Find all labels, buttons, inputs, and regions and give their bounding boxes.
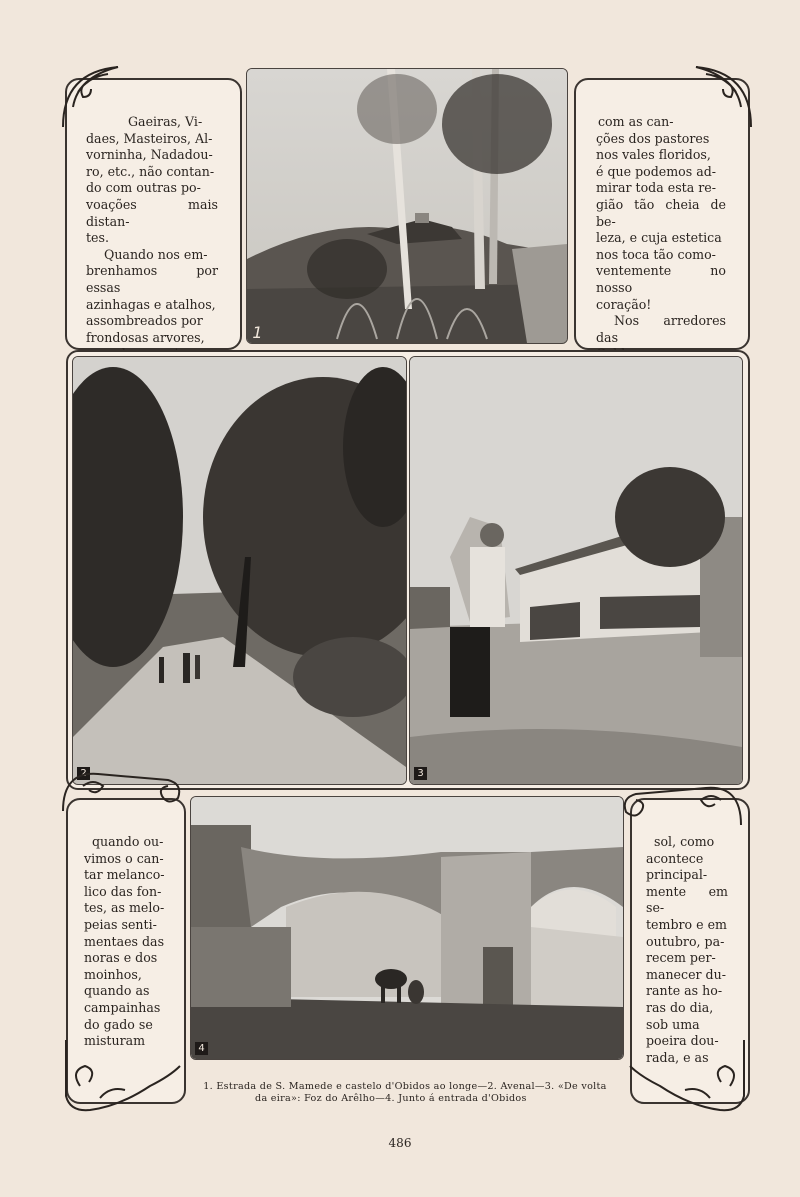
text-column-bottom-right — [646, 834, 728, 1066]
text-line: ventemente no nosso — [596, 263, 726, 295]
text-line: brenhamos por essas — [86, 263, 218, 295]
ornament-scroll-icon — [58, 62, 128, 132]
text-line: assombreados por — [86, 313, 203, 329]
text-line: recem per- — [646, 950, 716, 966]
text-line: campainhas — [84, 999, 161, 1015]
text-line: sob uma — [646, 1016, 700, 1032]
text-line: leza, e cuja estetica — [596, 230, 722, 246]
text-line: mente em se- — [646, 883, 728, 916]
caption-line: 1. Estrada de S. Mamede e castelo d'Obidos ao longe—2. Avenal—3. «De volta — [203, 1081, 607, 1092]
ornament-scroll-icon — [58, 766, 188, 816]
photo-3-de-volta-da-eira — [409, 356, 743, 785]
text-line: manecer du- — [646, 966, 726, 982]
text-line: rada, e as — [646, 1049, 709, 1065]
photo-3-image — [410, 357, 742, 784]
text-line: Quando nos em- — [104, 246, 208, 262]
text-line: poeira dou- — [646, 1033, 719, 1049]
text-line: vorninha, Nadadou- — [86, 147, 213, 163]
text-line: mirar toda esta re- — [596, 180, 716, 196]
text-line: voações mais distan- — [86, 196, 218, 229]
photo-2-image — [73, 357, 406, 784]
text-line: noras e dos — [84, 950, 158, 966]
text-line: sol, como — [654, 834, 715, 849]
text-line: Nos arredores das — [596, 313, 726, 345]
text-line: moinhos, — [84, 966, 142, 982]
photo-number-4: 4 — [195, 1042, 208, 1055]
photo-number-1: 1 — [252, 323, 263, 342]
ornament-scroll-icon — [60, 1036, 190, 1116]
text-line: quando ou- — [92, 834, 164, 849]
text-line: do com outras po- — [86, 180, 201, 196]
text-line: coração! — [596, 296, 652, 312]
text-line: tes. — [86, 230, 109, 246]
text-line: lico das fon- — [84, 883, 162, 899]
ornament-scroll-icon — [686, 62, 756, 132]
photo-1-image — [247, 69, 567, 343]
text-line: gião tão cheia de be- — [596, 196, 726, 229]
text-line: acontece — [646, 850, 704, 866]
text-line: frondosas arvores, — [86, 329, 205, 345]
photo-4-entrada-obidos — [190, 796, 624, 1060]
ornament-scroll-icon — [616, 780, 746, 830]
caption-line: da eira»: Foz do Arêlho—4. Junto á entrada d'Obidos — [255, 1093, 527, 1104]
photo-number-3: 3 — [414, 767, 427, 780]
photo-4-image — [191, 797, 623, 1059]
text-line: ro, etc., não contan- — [86, 163, 215, 179]
page-number: 486 — [388, 1136, 412, 1150]
text-column-bottom-left — [84, 834, 167, 1050]
text-line: tar melanco- — [84, 867, 165, 883]
text-line: quando as — [84, 983, 150, 999]
text-line: peias senti- — [84, 916, 157, 932]
text-line: mentaes das — [84, 933, 165, 949]
text-line: daes, Masteiros, Al- — [86, 130, 213, 146]
text-line: vimos o can- — [84, 850, 164, 866]
photo-number-2: 2 — [77, 767, 90, 780]
text-line: é que podemos ad- — [596, 163, 717, 179]
text-line: tes, as melo- — [84, 900, 165, 916]
photo-1-estrada-s-mamede — [246, 68, 568, 344]
text-line: nos vales floridos, — [596, 147, 711, 163]
ornament-scroll-icon — [620, 1036, 750, 1116]
text-line: azinhagas e atalhos, — [86, 296, 216, 312]
text-line: misturam — [84, 1033, 146, 1049]
text-line: rante as ho- — [646, 983, 723, 999]
text-line: nos toca tão como- — [596, 246, 716, 262]
text-line: com as can- — [598, 114, 674, 129]
photo-2-avenal — [72, 356, 407, 785]
text-line: do gado se — [84, 1016, 153, 1032]
text-line: principal- — [646, 867, 708, 883]
photo-caption — [185, 1081, 625, 1105]
text-line: outubro, pa- — [646, 933, 725, 949]
text-line: ras do dia, — [646, 999, 714, 1015]
text-line: Gaeiras, Vi- — [128, 114, 203, 129]
text-line: tembro e em — [646, 916, 727, 932]
text-line: ções dos pastores — [596, 130, 710, 146]
